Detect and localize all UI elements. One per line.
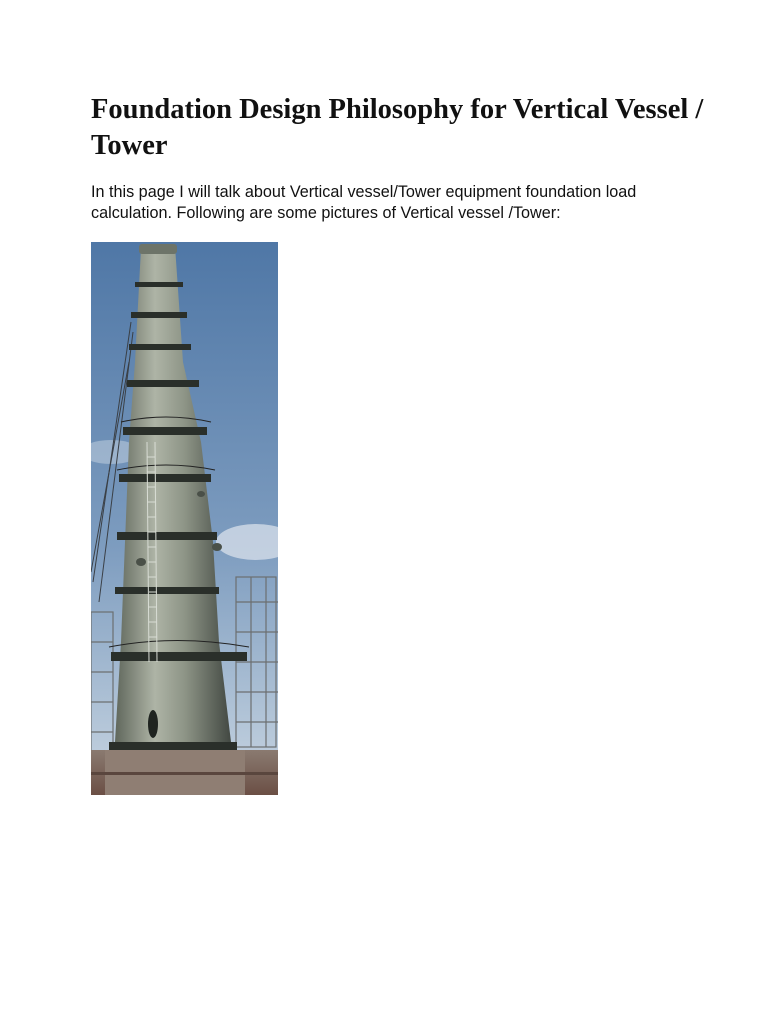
page-title: Foundation Design Philosophy for Vertical Vessel / Tower [91, 94, 704, 161]
intro-paragraph: In this page I will talk about Vertical vessel/Tower equipment foundation load calculation. Following are some pictures of Vertical vessel /Tower: [91, 183, 637, 222]
tower-top [139, 244, 177, 254]
manway [148, 710, 158, 738]
tower-photo [91, 242, 278, 795]
tower-illustration [91, 242, 278, 795]
ground-line [91, 772, 278, 775]
